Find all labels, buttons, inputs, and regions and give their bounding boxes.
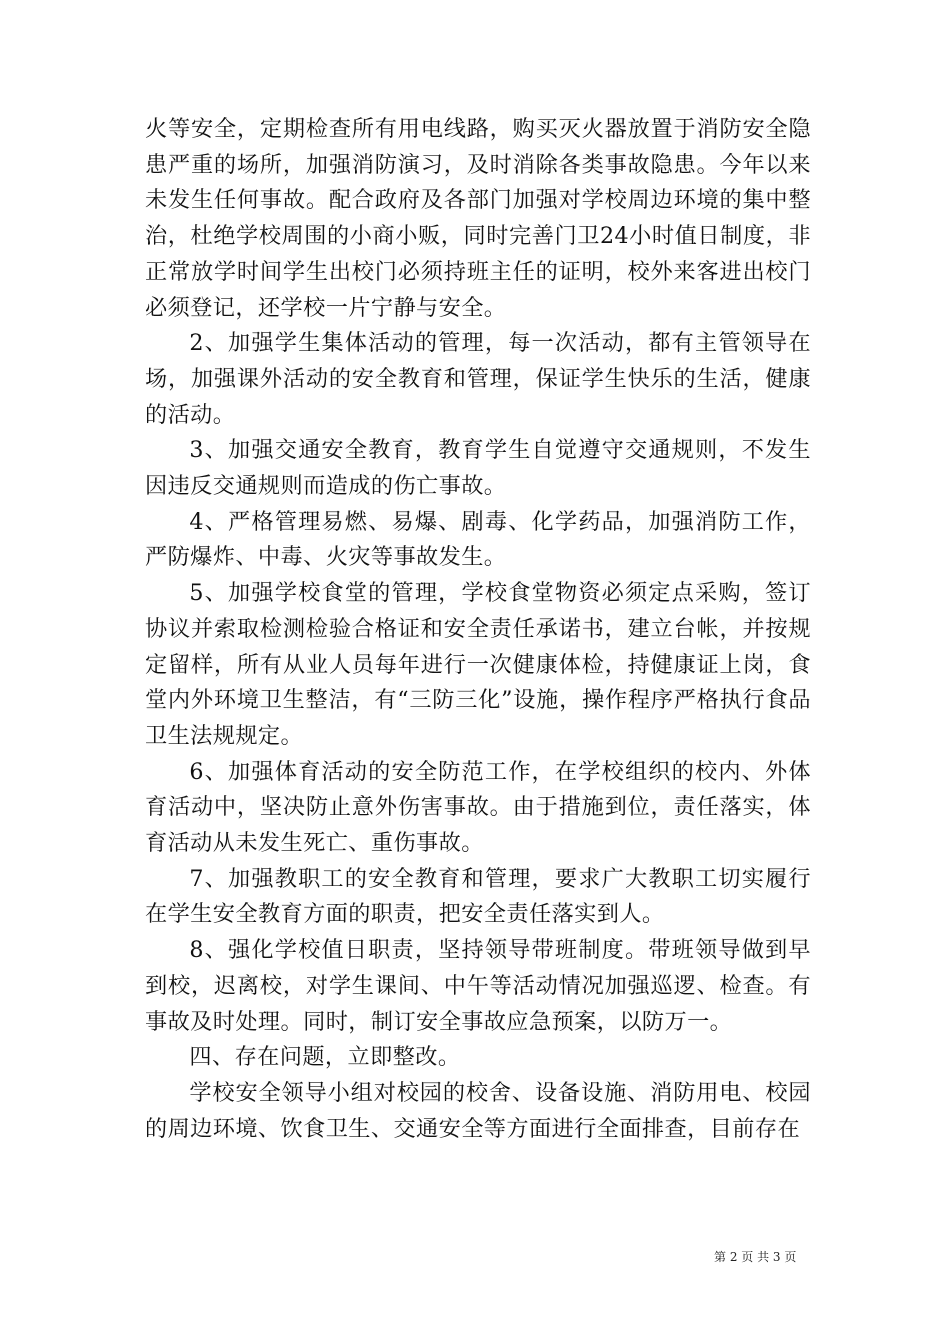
- page-number: 第 2 页 共 3 页: [714, 1250, 797, 1264]
- paragraph-continued: 火等安全，定期检查所有用电线路，购买灭火器放置于消防安全隐患严重的场所，加强消防演习，及时消除各类事故隐患。今年以来未发生任何事故。配合政府及各部门加强对学校周边环境的集中整治，杜绝学校周围的小商小贩，同时完善门卫24小时值日制度，非正常放学时间学生出校门必须持班主任的证明，校外来客进出校门必须登记，还学校一片宁静与安全。: [145, 116, 811, 321]
- paragraph-item-3: 3、加强交通安全教育，教育学生自觉遵守交通规则，不发生因违反交通规则而造成的伤亡事故。: [145, 437, 811, 500]
- paragraph-item-5: 5、加强学校食堂的管理，学校食堂物资必须定点采购，签订协议并索取检测检验合格证和安全责任承诺书，建立台帐，并按规定留样，所有从业人员每年进行一次健康体检，持健康证上岗，食堂内外环境卫生整洁，有“三防三化”设施，操作程序严格执行食品卫生法规规定。: [145, 580, 811, 749]
- paragraph-item-8: 8、强化学校值日职责，坚持领导带班制度。带班领导做到早到校，迟离校，对学生课间、中午等活动情况加强巡逻、检查。有事故及时处理。同时，制订安全事故应急预案，以防万一。: [145, 937, 811, 1035]
- paragraph-section-intro: 学校安全领导小组对校园的校舍、设备设施、消防用电、校园的周边环境、饮食卫生、交通安全等方面进行全面排查，目前存在: [145, 1079, 811, 1142]
- paragraph-item-7: 7、加强教职工的安全教育和管理，要求广大教职工切实履行在学生安全教育方面的职责，把安全责任落实到人。: [145, 865, 811, 928]
- paragraph-item-2: 2、加强学生集体活动的管理，每一次活动，都有主管领导在场，加强课外活动的安全教育和管理，保证学生快乐的生活，健康的活动。: [145, 330, 811, 428]
- section-heading: 四、存在问题，立即整改。: [189, 1044, 461, 1071]
- paragraph-item-6: 6、加强体育活动的安全防范工作，在学校组织的校内、外体育活动中，坚决防止意外伤害事故。由于措施到位，责任落实，体育活动从未发生死亡、重伤事故。: [145, 758, 811, 857]
- document-body: [145, 112, 811, 1147]
- paragraph-item-4: 4、严格管理易燃、易爆、剧毒、化学药品，加强消防工作，严防爆炸、中毒、火灾等事故发生。: [145, 508, 811, 571]
